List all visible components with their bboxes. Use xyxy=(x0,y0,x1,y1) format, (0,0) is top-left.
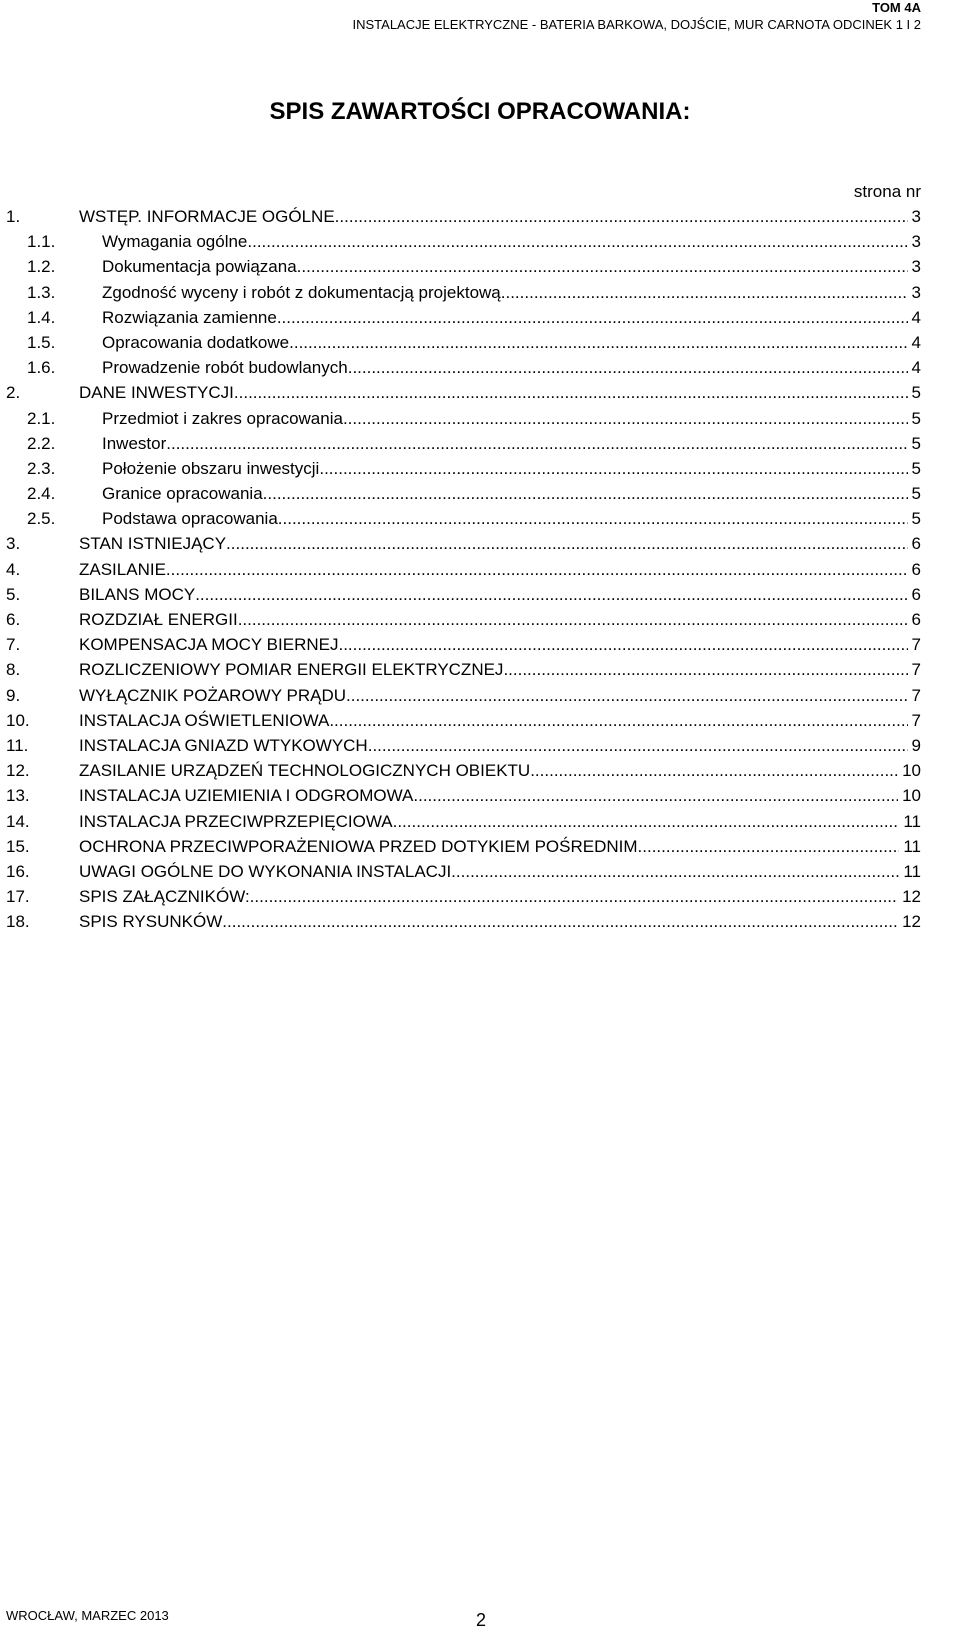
toc-entry-page: 5 xyxy=(911,433,921,453)
toc-entry-title: BILANS MOCY xyxy=(79,584,196,604)
toc-entry-number: 1.6. xyxy=(27,358,56,378)
dot-leader xyxy=(247,231,907,253)
toc-entry-number: 1.4. xyxy=(27,307,56,327)
toc-entry-title: Podstawa opracowania xyxy=(102,509,278,529)
dot-leader xyxy=(297,256,908,278)
toc-entry-body xyxy=(102,332,921,354)
toc-entry-page: 7 xyxy=(911,685,921,705)
toc-entry-number: 9. xyxy=(6,685,21,705)
toc-entry-body xyxy=(102,458,921,480)
toc-entry-title: INSTALACJA GNIAZD WTYKOWYCH xyxy=(79,735,368,755)
dot-leader xyxy=(319,458,907,480)
toc-entry-body xyxy=(79,634,921,656)
toc-entry[interactable] xyxy=(6,760,921,785)
dot-leader xyxy=(278,508,908,530)
toc-entry[interactable] xyxy=(6,659,921,684)
toc-entry-title: ROZLICZENIOWY POMIAR ENERGII ELEKTRYCZNEJ xyxy=(79,660,504,680)
dot-leader xyxy=(277,307,908,329)
toc-entry-number: 14. xyxy=(6,811,30,831)
toc-entry-number: 1.3. xyxy=(27,282,56,302)
toc-entry-number: 1. xyxy=(6,207,21,226)
toc-entry-body xyxy=(102,282,921,304)
toc-entry-title: INSTALACJA OŚWIETLENIOWA xyxy=(79,710,330,730)
toc-entry-title: STAN ISTNIEJĄCY xyxy=(79,534,227,554)
toc-entry-body xyxy=(102,357,921,379)
toc-entry-number: 17. xyxy=(6,887,30,907)
toc-entry-title: SPIS RYSUNKÓW xyxy=(79,912,223,932)
toc-entry[interactable] xyxy=(6,307,921,332)
toc-entry-body xyxy=(79,861,921,883)
toc-entry-page: 5 xyxy=(911,383,921,403)
toc-entry-title: ZASILANIE xyxy=(79,559,166,579)
toc-entry-body xyxy=(79,559,921,581)
toc-entry-page: 10 xyxy=(902,786,921,806)
toc-entry[interactable] xyxy=(6,836,921,861)
toc-entry-number: 7. xyxy=(6,635,21,655)
dot-leader xyxy=(226,533,907,555)
toc-entry-title: Dokumentacja powiązana xyxy=(102,257,297,277)
toc-entry-body xyxy=(79,811,921,833)
toc-entry[interactable] xyxy=(6,408,921,433)
toc-entry-title: Wymagania ogólne xyxy=(102,232,248,252)
toc-entry[interactable] xyxy=(6,861,921,886)
toc-entry-title: OCHRONA PRZECIWPORAŻENIOWA PRZED DOTYKIEM POŚREDNIM xyxy=(79,836,638,856)
toc-entry-number: 13. xyxy=(6,786,30,806)
toc-entry-number: 1.1. xyxy=(27,232,56,252)
toc-entry[interactable] xyxy=(6,458,921,483)
toc-entry-body xyxy=(102,307,921,329)
toc-entry[interactable] xyxy=(6,382,921,407)
toc-entry[interactable] xyxy=(6,559,921,584)
volume-label: TOM 4A xyxy=(872,0,921,15)
toc-entry-title: ZASILANIE URZĄDZEŃ TECHNOLOGICZNYCH OBIEKTU xyxy=(79,761,531,781)
toc-entry-page: 11 xyxy=(903,836,921,856)
toc-entry-title: KOMPENSACJA MOCY BIERNEJ xyxy=(79,635,339,655)
toc-entry-page: 6 xyxy=(911,610,921,629)
dot-leader xyxy=(503,659,907,681)
toc-entry[interactable] xyxy=(6,357,921,382)
toc-entry-body xyxy=(102,256,921,278)
toc-entry-page: 10 xyxy=(902,761,921,781)
toc-entry-number: 12. xyxy=(6,761,30,781)
toc-entry-title: Opracowania dodatkowe xyxy=(102,332,290,352)
toc-entry-body xyxy=(79,685,921,707)
toc-entry-title: Inwestor xyxy=(102,433,167,453)
toc-entry-page: 4 xyxy=(911,332,921,352)
toc-entry-body xyxy=(79,836,921,858)
page-column-label: strona nr xyxy=(853,182,921,201)
toc-entry-page: 4 xyxy=(911,358,921,378)
toc-entry-body xyxy=(79,911,921,933)
dot-leader xyxy=(234,382,908,404)
toc-entry-body xyxy=(102,231,921,253)
toc-entry-page: 7 xyxy=(911,660,921,680)
toc-entry-page: 3 xyxy=(911,207,921,226)
toc-entry[interactable] xyxy=(6,634,921,659)
toc-entry-title: DANE INWESTYCJI xyxy=(79,383,234,403)
toc-entry-body xyxy=(79,760,921,782)
toc-entry[interactable] xyxy=(6,332,921,357)
toc-entry[interactable] xyxy=(6,533,921,558)
document-subtitle: INSTALACJE ELEKTRYCZNE - BATERIA BARKOWA, DOJŚCIE, MUR CARNOTA ODCINEK 1 I 2 xyxy=(352,17,921,32)
toc-entry-body xyxy=(79,785,921,807)
toc-entry[interactable] xyxy=(6,483,921,508)
dot-leader xyxy=(530,760,898,782)
toc-entry-title: WYŁĄCZNIK POŻAROWY PRĄDU xyxy=(79,685,346,705)
toc-entry[interactable] xyxy=(6,584,921,609)
toc-entry-body xyxy=(102,483,921,505)
toc-entry-page: 11 xyxy=(903,811,921,831)
toc-entry-title: Położenie obszaru inwestycji xyxy=(102,458,320,478)
toc-entry-number: 6. xyxy=(6,610,21,629)
toc-entry-title: Granice opracowania xyxy=(102,484,263,504)
toc-entry-number: 2.3. xyxy=(27,458,56,478)
dot-leader xyxy=(263,483,908,505)
toc-entry-title: Zgodność wyceny i robót z dokumentacją projektową xyxy=(102,282,501,302)
dot-leader xyxy=(289,332,907,354)
toc-entry-title: ROZDZIAŁ ENERGII xyxy=(79,610,238,629)
dot-leader xyxy=(222,911,898,933)
toc-entry-body xyxy=(79,659,921,681)
dot-leader xyxy=(343,408,908,430)
toc-entry-page: 7 xyxy=(911,710,921,730)
toc-entry-title: Przedmiot i zakres opracowania xyxy=(102,408,343,428)
toc-entry-number: 2.5. xyxy=(27,509,56,529)
toc-entry-page: 5 xyxy=(911,408,921,428)
dot-leader xyxy=(238,609,908,631)
toc-entry-number: 10. xyxy=(6,710,30,730)
dot-leader xyxy=(638,836,900,858)
toc-entry-number: 18. xyxy=(6,912,30,932)
toc-entry-body xyxy=(79,609,921,631)
dot-leader xyxy=(195,584,907,606)
toc-entry[interactable] xyxy=(6,206,921,231)
toc-entry[interactable] xyxy=(6,685,921,710)
toc-entry-page: 4 xyxy=(911,307,921,327)
toc-entry-body xyxy=(102,433,921,455)
dot-leader xyxy=(166,433,907,455)
toc-entry-title: UWAGI OGÓLNE DO WYKONANIA INSTALACJI xyxy=(79,861,452,881)
toc-entry-number: 3. xyxy=(6,534,21,554)
toc-entry-number: 4. xyxy=(6,559,21,579)
page-title: SPIS ZAWARTOŚCI OPRACOWANIA: xyxy=(269,98,691,125)
toc-entry-number: 8. xyxy=(6,660,21,680)
toc-entry-page: 5 xyxy=(911,484,921,504)
toc-entry-page: 11 xyxy=(903,861,921,881)
toc-entry-title: Rozwiązania zamienne xyxy=(102,307,277,327)
toc-entry-number: 2.2. xyxy=(27,433,56,453)
toc-entry-body xyxy=(79,886,921,908)
toc-entry[interactable] xyxy=(6,433,921,458)
toc-entry-body xyxy=(79,735,921,757)
toc-entry-body xyxy=(102,508,921,530)
toc-entry-title: SPIS ZAŁĄCZNIKÓW: xyxy=(79,887,250,907)
toc-entry-body xyxy=(79,382,921,404)
toc-entry-number: 5. xyxy=(6,584,21,604)
dot-leader xyxy=(393,811,900,833)
toc-entry[interactable] xyxy=(6,811,921,836)
toc-entry-body xyxy=(79,584,921,606)
dot-leader xyxy=(348,357,908,379)
toc-entry[interactable] xyxy=(6,609,921,634)
toc-entry-body xyxy=(79,710,921,732)
toc-entry[interactable] xyxy=(6,508,921,533)
toc-entry[interactable] xyxy=(6,911,921,936)
toc-entry-page: 6 xyxy=(911,559,921,579)
dot-leader xyxy=(451,861,899,883)
toc-entry-number: 16. xyxy=(6,861,30,881)
toc-entry[interactable] xyxy=(6,256,921,281)
footer-page-number: 2 xyxy=(476,1610,487,1630)
dot-leader xyxy=(335,206,908,228)
dot-leader xyxy=(338,634,907,656)
toc-entry-page: 3 xyxy=(911,282,921,302)
table-of-contents xyxy=(6,206,921,936)
toc-entry-number: 1.2. xyxy=(27,257,56,277)
toc-entry-number: 1.5. xyxy=(27,332,56,352)
toc-entry-body xyxy=(102,408,921,430)
toc-entry-page: 6 xyxy=(911,534,921,554)
toc-entry-page: 6 xyxy=(911,584,921,604)
toc-entry[interactable] xyxy=(6,785,921,810)
toc-entry-number: 2.4. xyxy=(27,484,56,504)
toc-entry-title: Prowadzenie robót budowlanych xyxy=(102,358,348,378)
toc-entry-number: 2. xyxy=(6,383,21,403)
toc-entry[interactable] xyxy=(6,282,921,307)
dot-leader xyxy=(368,735,908,757)
toc-entry-title: INSTALACJA UZIEMIENIA I ODGROMOWA xyxy=(79,786,414,806)
toc-entry[interactable] xyxy=(6,735,921,760)
toc-entry-page: 5 xyxy=(911,458,921,478)
toc-entry-number: 2.1. xyxy=(27,408,56,428)
toc-entry-title: WSTĘP. INFORMACJE OGÓLNE xyxy=(79,207,335,226)
toc-entry[interactable] xyxy=(6,710,921,735)
dot-leader xyxy=(346,685,908,707)
toc-entry-page: 3 xyxy=(911,232,921,252)
dot-leader xyxy=(501,282,908,304)
toc-entry-title: INSTALACJA PRZECIWPRZEPIĘCIOWA xyxy=(79,811,393,831)
toc-entry[interactable] xyxy=(6,231,921,256)
dot-leader xyxy=(329,710,907,732)
toc-entry-page: 5 xyxy=(911,509,921,529)
toc-entry-page: 12 xyxy=(902,912,921,932)
toc-entry-body xyxy=(79,533,921,555)
toc-entry-page: 9 xyxy=(911,735,921,755)
dot-leader xyxy=(413,785,898,807)
toc-entry-page: 7 xyxy=(911,635,921,655)
toc-entry-body xyxy=(79,206,921,228)
dot-leader xyxy=(166,559,908,581)
toc-entry-page: 3 xyxy=(911,257,921,277)
toc-entry-page: 12 xyxy=(902,887,921,907)
toc-entry-number: 11. xyxy=(6,735,29,755)
toc-entry-number: 15. xyxy=(6,836,30,856)
toc-entry[interactable] xyxy=(6,886,921,911)
dot-leader xyxy=(250,886,898,908)
footer-place-date: WROCŁAW, MARZEC 2013 xyxy=(6,1608,169,1623)
